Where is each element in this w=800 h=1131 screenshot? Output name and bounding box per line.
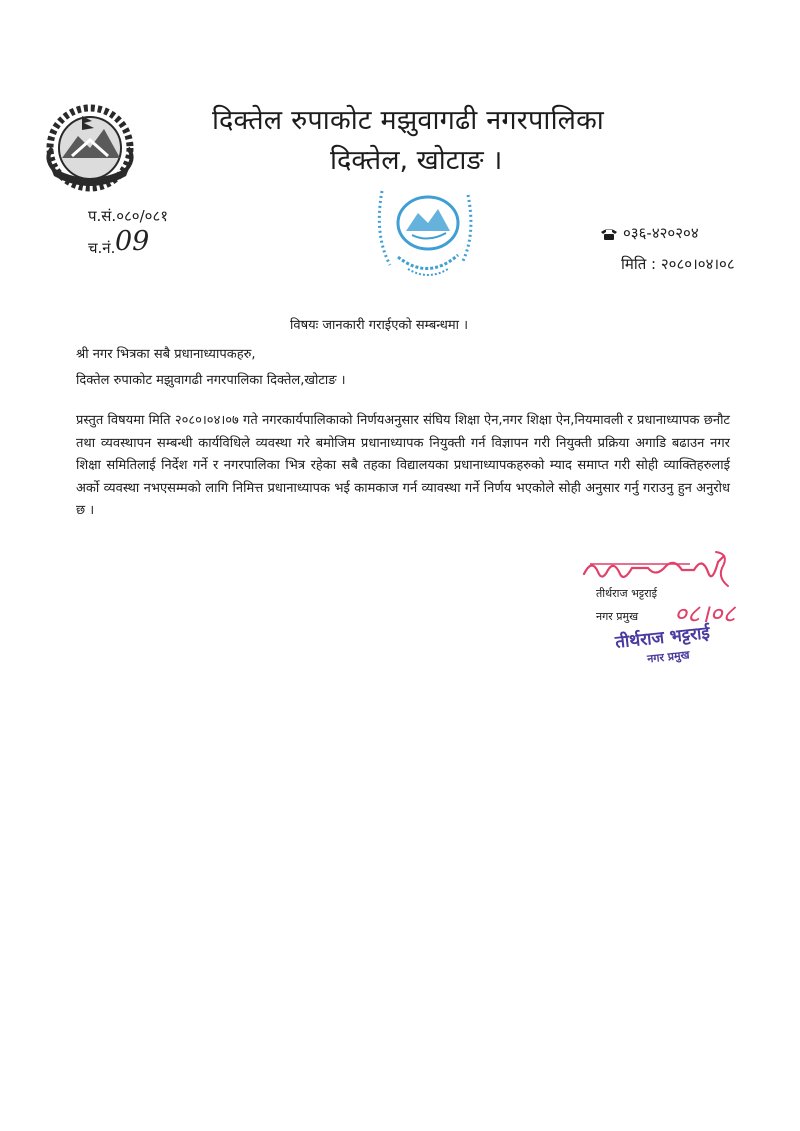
signer-title: नगर प्रमुख (596, 610, 639, 623)
signer-name: तीर्थराज भट्टराई (596, 587, 658, 600)
signature-date-handwritten: ०८।०८ (674, 599, 736, 628)
reference-number: प.सं.०८०/०८१ (88, 207, 169, 225)
dispatch-number-label: च.नं. (88, 239, 116, 257)
stamp-title: नगर प्रमुख (646, 648, 691, 666)
official-name-stamp (614, 620, 712, 670)
municipal-seal (368, 183, 480, 285)
letter-body: प्रस्तुत विषयमा मिति २०८०।०४।०७ गते नगरकार्यपालिकाको निर्णयअनुसार संघिय शिक्षा ऐन,नगर शिक्षा ऐन,नियमावली र प्रधानाध्यापक छनौट तथा व्यवस्थापन सम्बन्धी कार्यविधिले व्यवस्था गरे बमोजिम प्रधानाध्यापक नियुक्ती गर्न विज्ञापन गरी नियुक्ती प्रक्रिया अगाडि बढाउन नगर शिक्षा समितिलाई निर्देश गर्ने र नगरपालिका भित्र रहेका सबै तहका विद्यालयका प्रधानाध्यापकहरुको म्याद समाप्त गरी सोही व्याक्तिहरुलाई अर्को व्यवस्था नभएसम्मको लागि निमित्त प्रधानाध्यापक भई कामकाज गर्न व्यावस्था गर्ने निर्णय भएकोले सोही अनुसार गर्नु गराउनु हुन अनुरोध छ । (76, 413, 730, 518)
letter-date: मिति : २०८०।०४।०८ (621, 255, 735, 273)
phone-line (600, 223, 699, 243)
phone-icon (600, 227, 618, 241)
stamp-name: तीर्थराज भट्टराई (614, 623, 711, 653)
dispatch-number-handwritten: 09 (115, 226, 150, 257)
recipient-line: श्री नगर भित्रका सबै प्रधानाध्यापकहरु, (76, 347, 256, 362)
letterhead-address: दिक्तेल, खोटाङ । (330, 145, 503, 176)
recipient-address: दिक्तेल रुपाकोट मझुवागढी नगरपालिका दिक्तेल,खोटाङ । (76, 373, 346, 388)
nepal-emblem-logo (32, 96, 148, 196)
letterhead-title: दिक्तेल रुपाकोट मझुवागढी नगरपालिका (212, 105, 605, 136)
letter-subject: विषयः जानकारी गराईएको सम्बन्धमा । (290, 318, 469, 333)
phone-number: ०३६-४२०२०४ (623, 224, 699, 242)
